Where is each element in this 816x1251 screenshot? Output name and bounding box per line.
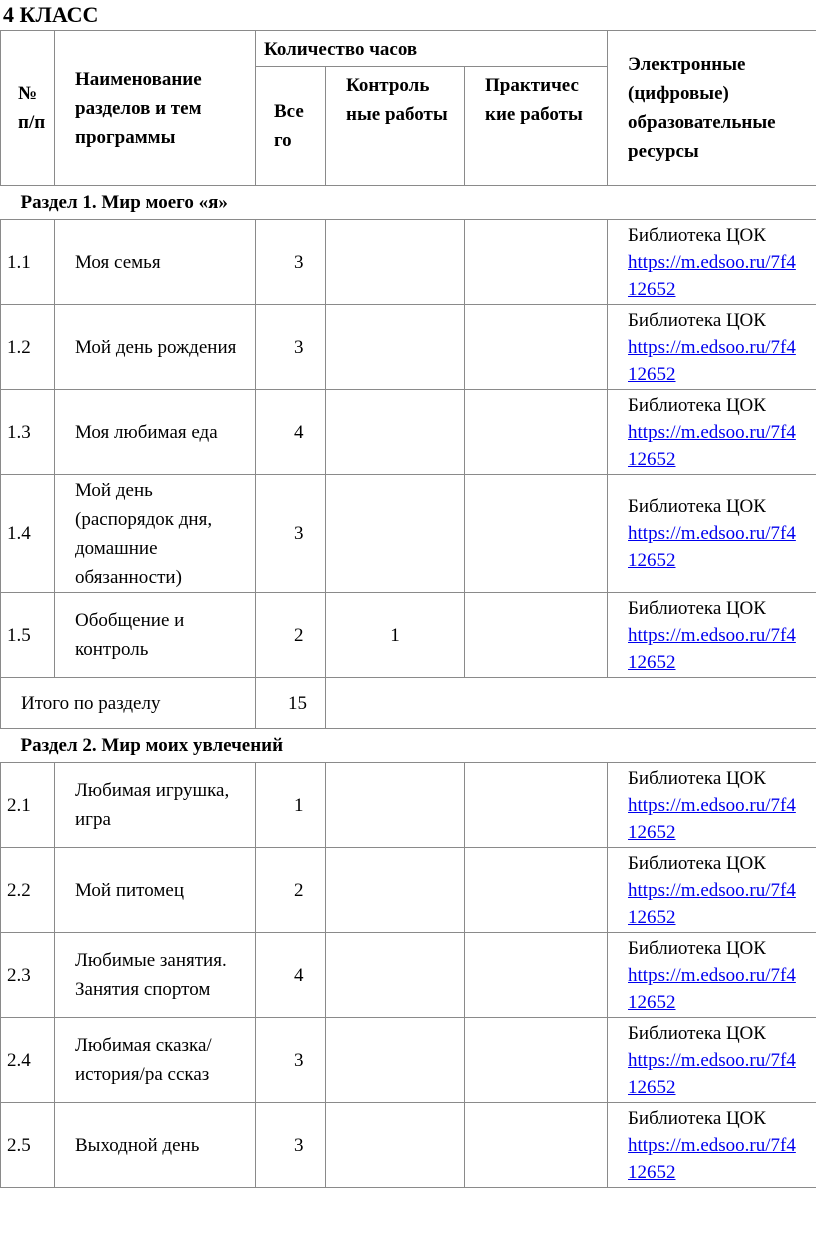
- row-practical-works: [465, 220, 608, 305]
- row-resources: [608, 1103, 816, 1188]
- row-resources: [608, 1018, 816, 1103]
- row-practical-works: [465, 933, 608, 1018]
- row-number: 1.3: [1, 390, 55, 475]
- row-topic: Любимая игрушка, игра: [55, 763, 256, 848]
- table-row: [1, 593, 816, 678]
- row-control-works: [326, 390, 465, 475]
- header-practical-works: Практичес кие работы: [465, 67, 608, 186]
- row-number: 1.2: [1, 305, 55, 390]
- page-title: 4 КЛАСС: [3, 2, 99, 27]
- row-practical-works: [465, 1018, 608, 1103]
- row-practical-works: [465, 848, 608, 933]
- row-total-hours: 3: [256, 305, 326, 390]
- row-number: 2.1: [1, 763, 55, 848]
- section-total-empty: [326, 678, 816, 729]
- row-control-works: 1: [326, 593, 465, 678]
- row-control-works: [326, 1103, 465, 1188]
- resource-link-continued[interactable]: 12652: [628, 651, 676, 673]
- resource-link[interactable]: https://m.edsoo.ru/7f4: [628, 964, 796, 986]
- row-resources: [608, 220, 816, 305]
- section-title: Раздел 2. Мир моих увлечений: [1, 729, 816, 763]
- row-total-hours: 1: [256, 763, 326, 848]
- row-total-hours: 3: [256, 1018, 326, 1103]
- table-row: [1, 305, 816, 390]
- resource-link[interactable]: https://m.edsoo.ru/7f4: [628, 251, 796, 273]
- resource-label: Библиотека ЦОК: [628, 597, 766, 619]
- row-practical-works: [465, 390, 608, 475]
- resource-link-continued[interactable]: 12652: [628, 363, 676, 385]
- row-number: 2.3: [1, 933, 55, 1018]
- row-total-hours: 4: [256, 390, 326, 475]
- resource-link[interactable]: https://m.edsoo.ru/7f4: [628, 624, 796, 646]
- table-row: [1, 763, 816, 848]
- row-number: 2.4: [1, 1018, 55, 1103]
- row-resources: [608, 305, 816, 390]
- row-control-works: [326, 1018, 465, 1103]
- resource-link-continued[interactable]: 12652: [628, 278, 676, 300]
- row-topic: Обобщение и контроль: [55, 593, 256, 678]
- row-topic: Мой день рождения: [55, 305, 256, 390]
- resource-link-continued[interactable]: 12652: [628, 1161, 676, 1183]
- row-resources: [608, 933, 816, 1018]
- row-control-works: [326, 305, 465, 390]
- row-number: 2.5: [1, 1103, 55, 1188]
- row-number: 1.1: [1, 220, 55, 305]
- row-total-hours: 2: [256, 848, 326, 933]
- row-total-hours: 4: [256, 933, 326, 1018]
- row-practical-works: [465, 1103, 608, 1188]
- resource-link[interactable]: https://m.edsoo.ru/7f4: [628, 1049, 796, 1071]
- resource-link[interactable]: https://m.edsoo.ru/7f4: [628, 421, 796, 443]
- row-resources: [608, 593, 816, 678]
- resource-link[interactable]: https://m.edsoo.ru/7f4: [628, 1134, 796, 1156]
- section-total-value: 15: [256, 678, 326, 729]
- row-topic: Выходной день: [55, 1103, 256, 1188]
- section-total-label: Итого по разделу: [1, 678, 256, 729]
- resource-label: Библиотека ЦОК: [628, 496, 766, 517]
- section-header-row: [1, 729, 816, 763]
- row-topic: Моя семья: [55, 220, 256, 305]
- row-total-hours: 2: [256, 593, 326, 678]
- resource-link-continued[interactable]: 12652: [628, 550, 676, 571]
- row-control-works: [326, 848, 465, 933]
- row-topic: Моя любимая еда: [55, 390, 256, 475]
- resource-link-continued[interactable]: 12652: [628, 906, 676, 928]
- row-total-hours: 3: [256, 1103, 326, 1188]
- header-resources: Электронные (цифровые) образовательные ресурсы: [608, 31, 816, 186]
- row-topic: Мой питомец: [55, 848, 256, 933]
- resource-link-continued[interactable]: 12652: [628, 991, 676, 1013]
- row-practical-works: [465, 305, 608, 390]
- header-number: № п/п: [1, 31, 55, 186]
- row-topic: Мой день (распорядок дня, домашние обязанности): [55, 475, 256, 593]
- section-total-row: [1, 678, 816, 729]
- row-total-hours: 3: [256, 220, 326, 305]
- table-row: [1, 848, 816, 933]
- resource-label: Библиотека ЦОК: [628, 767, 766, 789]
- row-number: 1.4: [1, 475, 55, 593]
- resource-link[interactable]: https://m.edsoo.ru/7f4: [628, 523, 796, 544]
- resource-label: Библиотека ЦОК: [628, 309, 766, 331]
- row-topic: Любимая сказка/история/ра ссказ: [55, 1018, 256, 1103]
- table-row: [1, 1018, 816, 1103]
- row-number: 2.2: [1, 848, 55, 933]
- row-control-works: [326, 220, 465, 305]
- resource-link-continued[interactable]: 12652: [628, 821, 676, 843]
- row-topic: Любимые занятия. Занятия спортом: [55, 933, 256, 1018]
- resource-link[interactable]: https://m.edsoo.ru/7f4: [628, 336, 796, 358]
- table-row: [1, 475, 816, 593]
- section-title: Раздел 1. Мир моего «я»: [1, 186, 816, 220]
- row-total-hours: 3: [256, 475, 326, 593]
- row-resources: [608, 475, 816, 593]
- row-practical-works: [465, 593, 608, 678]
- row-control-works: [326, 933, 465, 1018]
- header-total-hours: Все го: [256, 67, 326, 186]
- header-section-name: Наименование разделов и тем программы: [55, 31, 256, 186]
- table-row: [1, 390, 816, 475]
- resource-label: Библиотека ЦОК: [628, 852, 766, 874]
- header-hours: Количество часов: [256, 31, 608, 67]
- resource-link[interactable]: https://m.edsoo.ru/7f4: [628, 879, 796, 901]
- resource-label: Библиотека ЦОК: [628, 1107, 766, 1129]
- curriculum-table: [0, 30, 816, 1188]
- resource-label: Библиотека ЦОК: [628, 224, 766, 246]
- resource-label: Библиотека ЦОК: [628, 1022, 766, 1044]
- resource-link-continued[interactable]: 12652: [628, 448, 676, 470]
- section-header-row: [1, 186, 816, 220]
- resource-link[interactable]: https://m.edsoo.ru/7f4: [628, 794, 796, 816]
- resource-link-continued[interactable]: 12652: [628, 1076, 676, 1098]
- row-control-works: [326, 763, 465, 848]
- row-practical-works: [465, 763, 608, 848]
- header-control-works: Контроль ные работы: [326, 67, 465, 186]
- resource-label: Библиотека ЦОК: [628, 394, 766, 416]
- row-resources: [608, 390, 816, 475]
- row-resources: [608, 848, 816, 933]
- row-number: 1.5: [1, 593, 55, 678]
- resource-label: Библиотека ЦОК: [628, 937, 766, 959]
- table-row: [1, 1103, 816, 1188]
- row-control-works: [326, 475, 465, 593]
- table-row: [1, 220, 816, 305]
- table-row: [1, 933, 816, 1018]
- row-resources: [608, 763, 816, 848]
- row-practical-works: [465, 475, 608, 593]
